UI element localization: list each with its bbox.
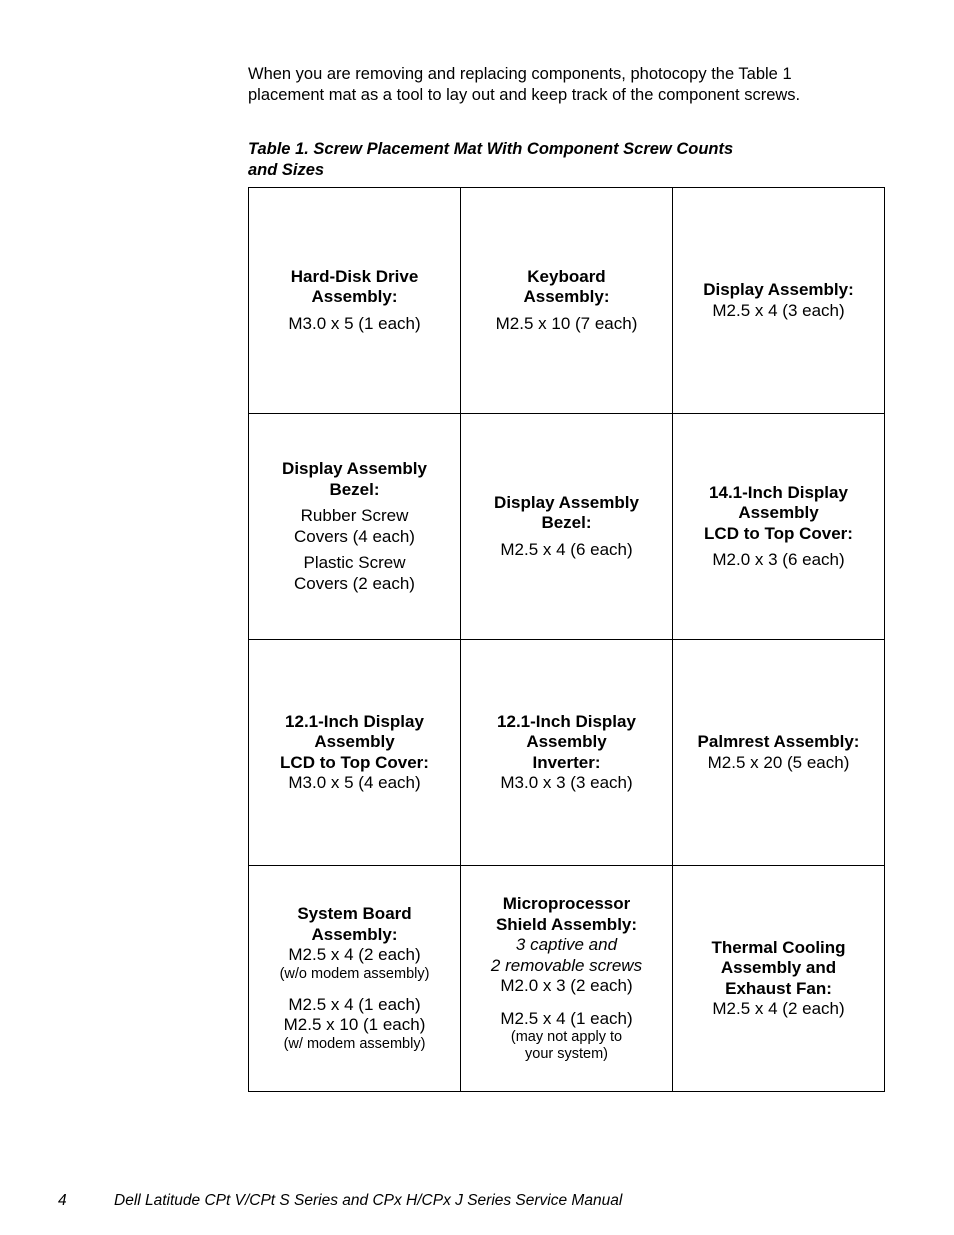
cell-title: 12.1-Inch Display <box>285 711 424 731</box>
screw-placement-mat-table <box>248 187 885 1092</box>
cell-title: Keyboard <box>527 266 606 286</box>
cell-title: Assembly and <box>720 958 837 977</box>
cell-title: LCD to Top Cover: <box>704 523 853 543</box>
screw-note: 2 removable screws <box>490 955 643 975</box>
table-cell-display-bezel <box>461 414 673 640</box>
screw-spec: M2.5 x 4 (2 each) <box>288 945 421 965</box>
screw-note: your system) <box>525 1046 608 1062</box>
intro-line: When you are removing and replacing components, photocopy the Table 1 <box>248 65 792 83</box>
caption-line: Table 1. Screw Placement Mat With Component Screw Counts <box>248 140 734 158</box>
manual-title: Dell Latitude CPt V/CPt S Series and CPx H/CPx J Series Service Manual <box>114 1192 623 1209</box>
screw-spec: M2.5 x 4 (1 each) <box>500 1008 633 1028</box>
cell-title: System Board <box>297 904 412 924</box>
cell-title: Bezel: <box>541 513 592 533</box>
table-cell-palmrest <box>673 640 885 866</box>
screw-note: (w/o modem assembly) <box>279 965 430 982</box>
screw-spec: M2.0 x 3 (2 each) <box>500 976 633 995</box>
screw-spec: Rubber Screw <box>300 506 409 525</box>
cell-title: Assembly <box>314 732 395 751</box>
table-cell-12-1-inch-display-lcd <box>249 640 461 866</box>
cell-title: 12.1-Inch Display <box>497 711 636 731</box>
cell-title: Assembly: <box>311 287 398 307</box>
screw-spec: M2.5 x 4 (3 each) <box>712 300 845 320</box>
table-cell-display-bezel-covers <box>249 414 461 640</box>
screw-spec: M2.5 x 20 (5 each) <box>707 752 850 772</box>
cell-title: Assembly: <box>311 924 398 944</box>
screw-spec: M2.5 x 4 (1 each) <box>288 994 421 1014</box>
screw-spec: Covers (2 each) <box>294 573 415 593</box>
caption-line: and Sizes <box>248 161 325 179</box>
table-caption <box>248 139 808 181</box>
cell-title: Display Assembly: <box>703 280 854 299</box>
screw-note: 3 captive and <box>515 935 618 954</box>
intro-paragraph <box>248 64 848 106</box>
screw-spec: M3.0 x 5 (1 each) <box>288 313 421 333</box>
page-number: 4 <box>58 1192 67 1209</box>
cell-title: Display Assembly <box>494 492 639 512</box>
table-row <box>249 866 885 1092</box>
cell-title: Palmrest Assembly: <box>697 732 860 751</box>
table-cell-hard-disk-drive <box>249 188 461 414</box>
cell-title: Thermal Cooling <box>711 937 846 957</box>
table-cell-thermal-cooling <box>673 866 885 1092</box>
screw-spec: Plastic Screw <box>303 553 406 572</box>
screw-spec: M2.5 x 4 (2 each) <box>712 999 845 1018</box>
cell-title: Inverter: <box>532 752 601 772</box>
table-cell-display-assembly <box>673 188 885 414</box>
table-row <box>249 188 885 414</box>
table-cell-microprocessor-shield <box>461 866 673 1092</box>
cell-title: 14.1-Inch Display <box>709 482 848 502</box>
cell-title: Assembly: <box>523 287 610 307</box>
screw-spec: M2.5 x 10 (1 each) <box>283 1015 426 1035</box>
cell-title: Display Assembly <box>282 459 427 478</box>
screw-note: (may not apply to <box>510 1029 623 1045</box>
cell-title: Exhaust Fan: <box>725 978 832 998</box>
table-row <box>249 640 885 866</box>
cell-title: Hard-Disk Drive <box>290 266 419 286</box>
table-cell-keyboard <box>461 188 673 414</box>
cell-title: LCD to Top Cover: <box>280 752 429 772</box>
screw-spec: M2.0 x 3 (6 each) <box>712 550 845 569</box>
table-row <box>249 414 885 640</box>
cell-title: Shield Assembly: <box>495 914 638 934</box>
screw-spec: M2.5 x 10 (7 each) <box>495 313 638 333</box>
intro-line: placement mat as a tool to lay out and keep track of the component screws. <box>248 86 801 104</box>
table-cell-12-1-inch-display-inverter <box>461 640 673 866</box>
screw-spec: M3.0 x 3 (3 each) <box>500 773 633 792</box>
screw-note: (w/ modem assembly) <box>283 1035 426 1052</box>
screw-spec: M2.5 x 4 (6 each) <box>500 539 633 559</box>
cell-title: Microprocessor <box>502 894 631 913</box>
screw-spec: M3.0 x 5 (4 each) <box>288 773 421 792</box>
table-cell-14-1-inch-display <box>673 414 885 640</box>
cell-title: Bezel: <box>329 479 380 499</box>
table-cell-system-board <box>249 866 461 1092</box>
cell-title: Assembly <box>526 732 607 751</box>
cell-title: Assembly <box>738 503 819 522</box>
screw-spec: Covers (4 each) <box>294 526 415 546</box>
